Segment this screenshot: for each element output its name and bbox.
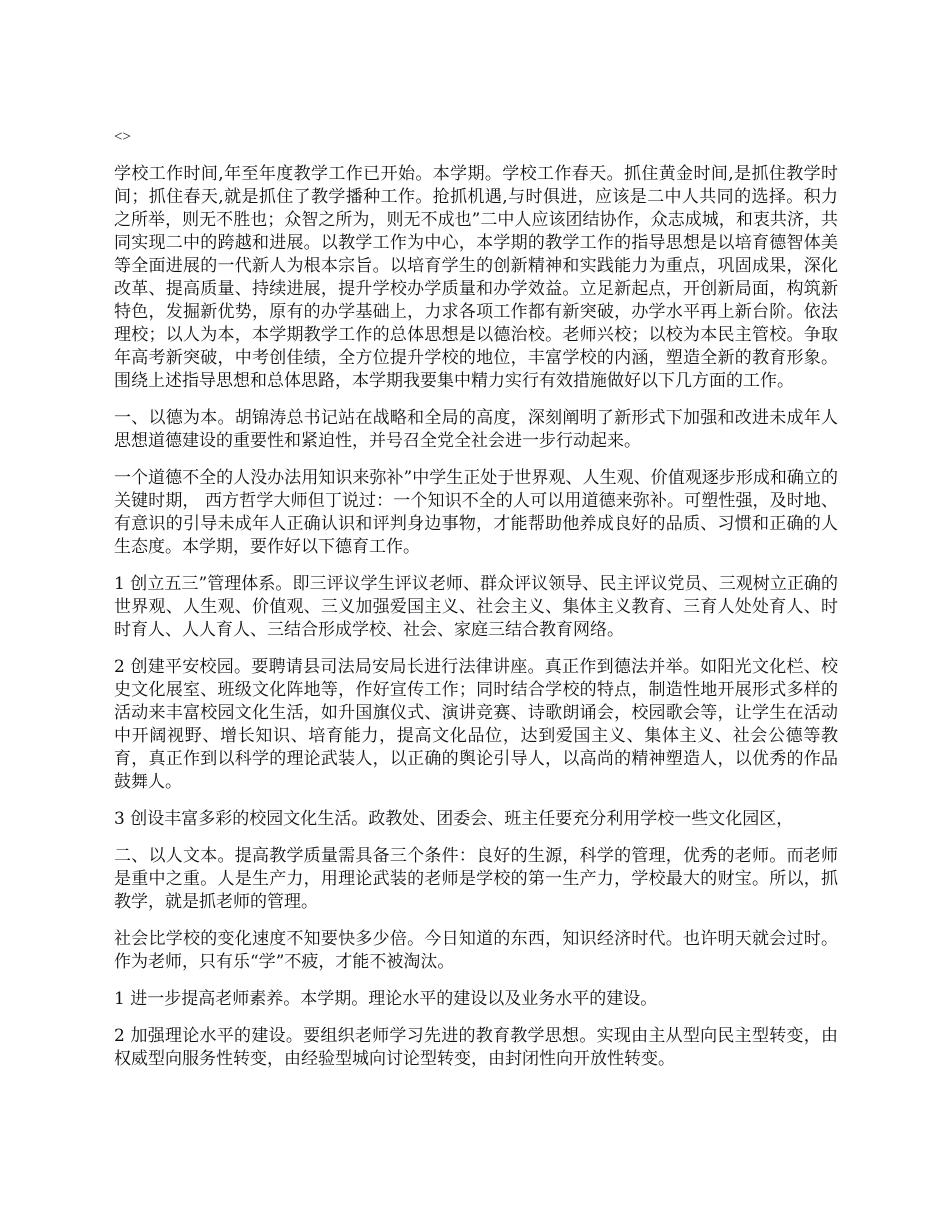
paragraph-intro: 学校工作时间,年至年度教学工作已开始。本学期。学校工作春天。抓住黄金时间,是抓住教学时间；抓住春天,就是抓住了教学播种工作。抢抓机遇,与时俱进，应该是二中人共同的选择。积力之所举，则无不胜也；众智之所为，则无不成也”二中人应该团结协作，众志成城，和衷共济，共同实现二中的跨越和进展。以教学工作为中心，本学期的教学工作的指导思想是以培育德智体美等全面进展的一代新人为根本宗旨。以培育学生的创新精神和实践能力为重点，巩固成果，深化改革、提高质量、持续进展，提升学校办学质量和办学效益。立足新起点，开创新局面，构筑新特色，发掘新优势，原有的办学基础上，力求各项工作都有新突破，办学水平再上新台阶。依法理校；以人为本，本学期教学工作的总体思想是以德治校。老师兴校；以校为本民主管校。争取年高考新突破，中考创佳绩，全方位提升学校的地位，丰富学校的内涵，塑造全新的教育形象。围绕上述指导思想和总体思路，本学期我要集中精力实行有效措施做好以下几方面的工作。 [114,164,838,391]
paragraph-moral-education: 一个道德不全的人没办法用知识来弥补”中学生正处于世界观、人生观、价值观逐步形成和确立的关键时期， 西方哲学大师但丁说过：一个知识不全的人可以用道德来弥补。可塑性强，及时地、有意识的引导未成年人正确认识和评判身边事物，才能帮助他养成良好的品质、习惯和正确的人生态度。本学期，要作好以下德育工作。 [114,468,838,557]
paragraph-item-2: 2 创建平安校园。要聘请县司法局安局长进行法律讲座。真正作到德法并举。如阳光文化栏、校史文化展室、班级文化阵地等，作好宣传工作；同时结合学校的特点，制造性地开展形式多样的活动来丰富校园文化生活，如升国旗仪式、演讲竞赛、诗歌朗诵会，校园歌会等，让学生在活动中开阔视野、增长知识、培育能力，提高文化品位，达到爱国主义、集体主义、社会公德等教育，真正作到以科学的理论武装人，以正确的舆论引导人，以高尚的精神塑造人，以优秀的作品鼓舞人。 [114,657,838,792]
paragraph-teacher-item-2: 2 加强理论水平的建设。要组织老师学习先进的教育教学思想。实现由主从型向民主型转变，由权威型向服务性转变，由经验型城向讨论型转变，由封闭性向开放性转变。 [114,1026,838,1069]
document-marker: <> [114,129,131,145]
paragraph-item-3: 3 创设丰富多彩的校园文化生活。政教处、团委会、班主任要充分利用学校一些文化园区， [114,809,794,829]
paragraph-teacher-item-1: 1 进一步提高老师素养。本学期。理论水平的建设以及业务水平的建设。 [114,989,658,1009]
paragraph-section-one: 一、以德为本。胡锦涛总书记站在战略和全局的高度，深刻阐明了新形式下加强和改进未成年人思想道德建设的重要性和紧迫性，并号召全党全社会进一步行动起来。 [114,408,838,451]
paragraph-society-change: 社会比学校的变化速度不知要快多少倍。今日知道的东西，知识经济时代。也许明天就会过时。作为老师，只有乐“学”不疲，才能不被淘汰。 [114,929,838,972]
document-body [114,126,838,1085]
paragraph-item-1: 1 创立五三”管理体系。即三评议学生评议老师、群众评议领导、民主评议党员、三观树立正确的世界观、人生观、价值观、三义加强爱国主义、社会主义、集体主义教育、三育人处处育人、时时育人、人人育人、三结合形成学校、社会、家庭三结合教育网络。 [114,574,838,640]
paragraph-section-two: 二、以人文本。提高教学质量需具备三个条件：良好的生源，科学的管理，优秀的老师。而老师是重中之重。人是生产力，用理论武装的老师是学校的第一生产力，学校最大的财宝。所以，抓教学，就是抓老师的管理。 [114,846,838,912]
